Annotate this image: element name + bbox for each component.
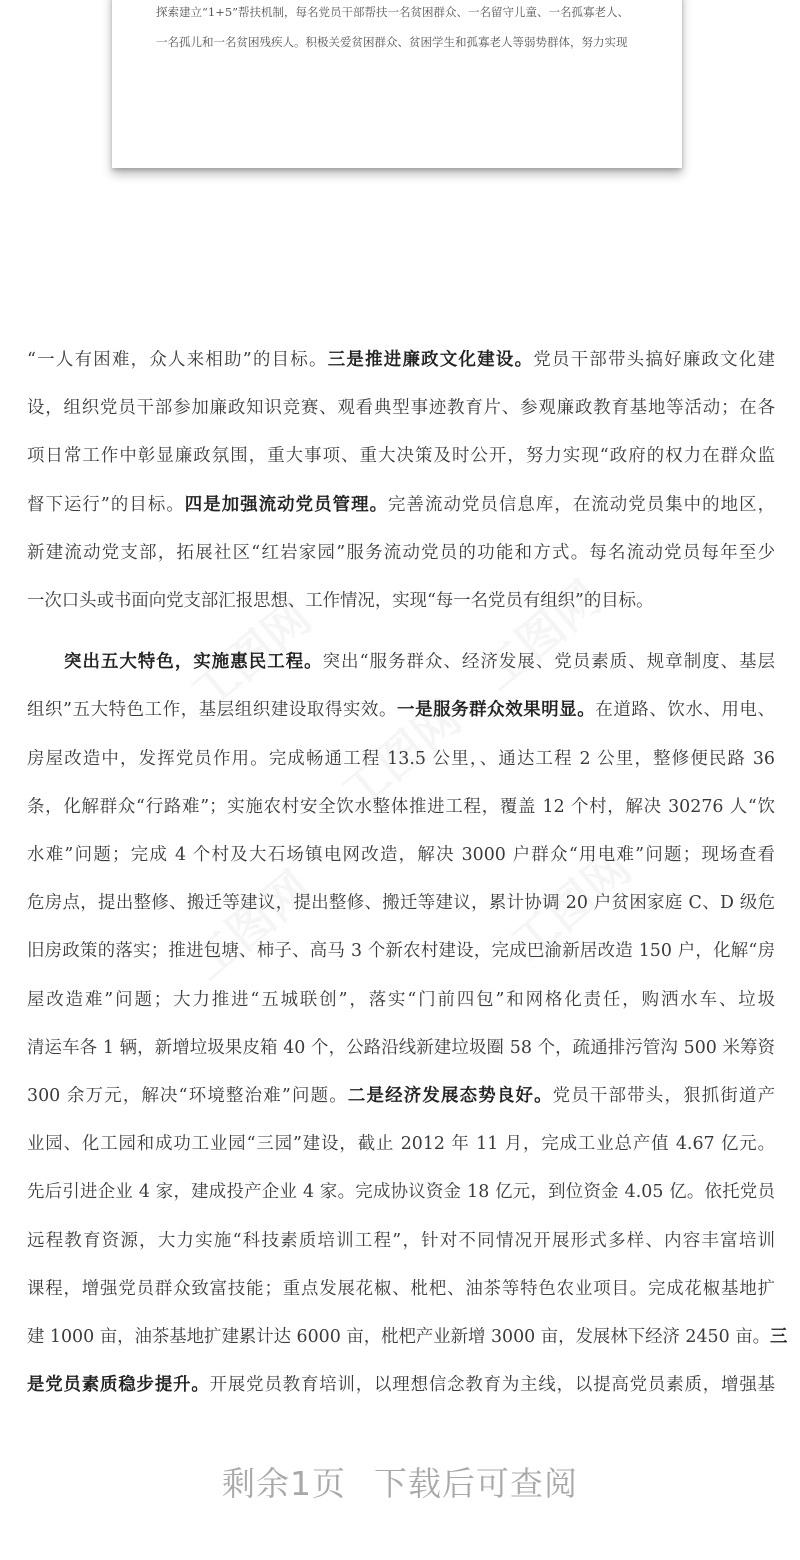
text-line: 建 1000 亩，油茶基地扩建累计达 6000 亩，枇杷产业新增 3000 亩，发展林下经济 2450 亩。三 xyxy=(27,1327,788,1348)
text-line: 组织”五大特色工作，基层组织建设取得实效。一是服务群众效果明显。在道路、饮水、用电、 xyxy=(27,700,775,721)
download-to-view-label: 下载后可查阅 xyxy=(374,1464,578,1503)
document-body xyxy=(27,336,788,1409)
text-line: 一次口头或书面向党支部汇报思想、工作情况，实现“每一名党员有组织”的目标。 xyxy=(27,591,654,612)
text-line: 新建流动党支部，拓展社区“红岩家园”服务流动党员的功能和方式。每名流动党员每年至少 xyxy=(27,542,775,563)
text-line: 督下运行”的目标。四是加强流动党员管理。完善流动党员信息库，在流动党员集中的地区， xyxy=(27,494,775,515)
text-line: 是党员素质稳步提升。开展党员教育培训，以理想信念教育为主线，以提高党员素质，增强基 xyxy=(27,1375,775,1396)
preview-line-1: 探索建立“1+5”帮扶机制，每名党员干部帮扶一名贫困群众、一名留守儿童、一名孤寡老人、 xyxy=(156,5,630,19)
paragraph xyxy=(27,336,775,625)
text-line: 课程，增强党员群众致富技能；重点发展花椒、枇杷、油茶等特色农业项目。完成花椒基地扩 xyxy=(27,1278,775,1299)
text-line: 远程教育资源，大力实施“科技素质培训工程”，针对不同情况开展形式多样、内容丰富培训 xyxy=(27,1230,775,1251)
remaining-pages-label: 剩余1页 xyxy=(222,1464,346,1503)
text-line: 危房点，提出整修、搬迁等建议，提出整修、搬迁等建议，累计协调 20 户贫困家庭 C、D 级危 xyxy=(27,893,775,914)
text-line: 300 余万元，解决“环境整治难”问题。二是经济发展态势良好。党员干部带头，狠抓街道产 xyxy=(27,1086,775,1107)
text-line: “一人有困难，众人来相助”的目标。三是推进廉政文化建设。党员干部带头搞好廉政文化建 xyxy=(27,350,775,370)
preview-line-2: 一名孤儿和一名贫困残疾人。积极关爱贫困群众、贫困学生和孤寡老人等弱势群体，努力实现 xyxy=(156,35,628,49)
text-line: 屋改造难”问题；大力推进“五城联创”，落实“门前四包”和网格化责任，购洒水车、垃圾 xyxy=(27,989,775,1010)
text-line: 先后引进企业 4 家，建成投产企业 4 家。完成协议资金 18 亿元，到位资金 4.05 亿。依托党员 xyxy=(27,1182,775,1203)
remaining-pages-notice[interactable] xyxy=(0,1458,800,1505)
text-line: 清运车各 1 辆，新增垃圾果皮箱 40 个，公路沿线新建垃圾圈 58 个，疏通排污管沟 500 米筹资 xyxy=(27,1037,775,1058)
text-line: 旧房政策的落实；推进包塘、柿子、高马 3 个新农村建设，完成巴渝新居改造 150 户，化解“房 xyxy=(27,941,775,962)
text-line: 水难”问题；完成 4 个村及大石场镇电网改造，解决 3000 户群众“用电难”问题；现场查看 xyxy=(27,845,775,866)
text-line: 项日常工作中彰显廉政氛围，重大事项、重大决策及时公开，努力实现“政府的权力在群众监 xyxy=(27,446,775,467)
text-line: 设，组织党员干部参加廉政知识竞赛、观看典型事迹教育片、参观廉政教育基地等活动；在各 xyxy=(27,398,775,419)
page-preview-card xyxy=(112,0,682,168)
text-line: 业园、化工园和成功工业园“三园”建设，截止 2012 年 11 月，完成工业总产值 4.67 亿元。 xyxy=(27,1134,775,1155)
text-line: 突出五大特色，实施惠民工程。突出“服务群众、经济发展、党员素质、规章制度、基层 xyxy=(64,652,775,673)
paragraph xyxy=(27,638,788,1409)
text-line: 条，化解群众“行路难”；实施农村安全饮水整体推进工程，覆盖 12 个村，解决 30276 人“饮 xyxy=(27,796,775,817)
text-line: 房屋改造中，发挥党员作用。完成畅通工程 13.5 公里，、通达工程 2 公里，整修便民路 36 xyxy=(27,748,775,769)
